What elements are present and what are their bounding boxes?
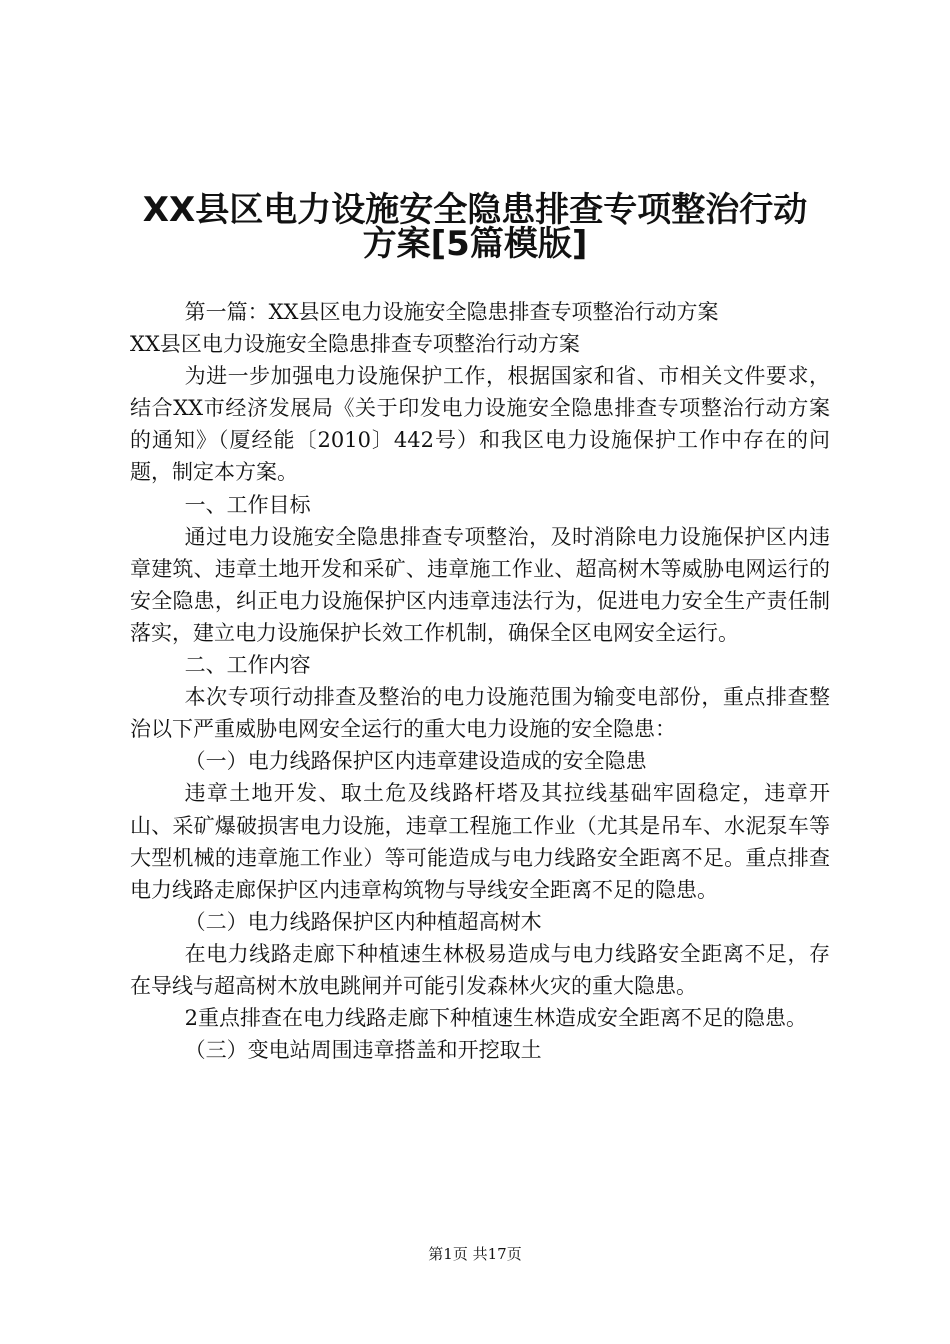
chapter-heading: 第一篇：XX县区电力设施安全隐患排查专项整治行动方案 xyxy=(184,300,719,324)
subsection-heading-2: （二）电力线路保护区内种植超高树木 xyxy=(184,909,542,934)
subsection-2-paragraph: 在电力线路走廊下种植速生林极易造成与电力线路安全距离不足，存在导线与超高树木放电跳闸并可能引发森林火灾的重大隐患。 xyxy=(130,941,830,998)
document-body xyxy=(130,296,830,1066)
goals-paragraph: 通过电力设施安全隐患排查专项整治，及时消除电力设施保护区内违章建筑、违章土地开发和采矿、违章施工作业、超高树木等威胁电网运行的安全隐患，纠正电力设施保护区内违章违法行为，促进电力安全生产责任制落实，建立电力设施保护长效工作机制，确保全区电网安全运行。 xyxy=(130,524,830,645)
subsection-heading-3: （三）变电站周围违章搭盖和开挖取土 xyxy=(184,1038,542,1063)
plan-title: XX县区电力设施安全隐患排查专项整治行动方案 xyxy=(130,332,580,357)
section-heading-goals: 一、工作目标 xyxy=(184,492,311,517)
page-footer: 第1页 共17页 xyxy=(428,1245,522,1263)
document-title-line-1: XX县区电力设施安全隐患排查专项整治行动 xyxy=(142,190,808,230)
intro-paragraph: 为进一步加强电力设施保护工作，根据国家和省、市相关文件要求，结合XX市经济发展局《关于印发电力设施安全隐患排查专项整治行动方案的通知》（厦经能〔2010〕442号）和我区电力设施保护工作中存在的问题，制定本方案。 xyxy=(130,364,830,485)
content-paragraph: 本次专项行动排查及整治的电力设施范围为输变电部份，重点排查整治以下严重威胁电网安全运行的重大电力设施的安全隐患： xyxy=(130,685,830,742)
subsection-1-paragraph: 违章土地开发、取土危及线路杆塔及其拉线基础牢固稳定，违章开山、采矿爆破损害电力设施，违章工程施工作业（尤其是吊车、水泥泵车等大型机械的违章施工作业）等可能造成与电力线路安全距离不足。重点排查电力线路走廊保护区内违章构筑物与导线安全距离不足的隐患。 xyxy=(130,781,830,902)
subsection-heading-1: （一）电力线路保护区内违章建设造成的安全隐患 xyxy=(184,749,647,774)
subsection-2-point: 2重点排查在电力线路走廊下种植速生林造成安全距离不足的隐患。 xyxy=(184,1006,807,1031)
section-heading-content: 二、工作内容 xyxy=(184,653,311,678)
document-title-line-2: 方案[5篇模版] xyxy=(362,224,588,264)
